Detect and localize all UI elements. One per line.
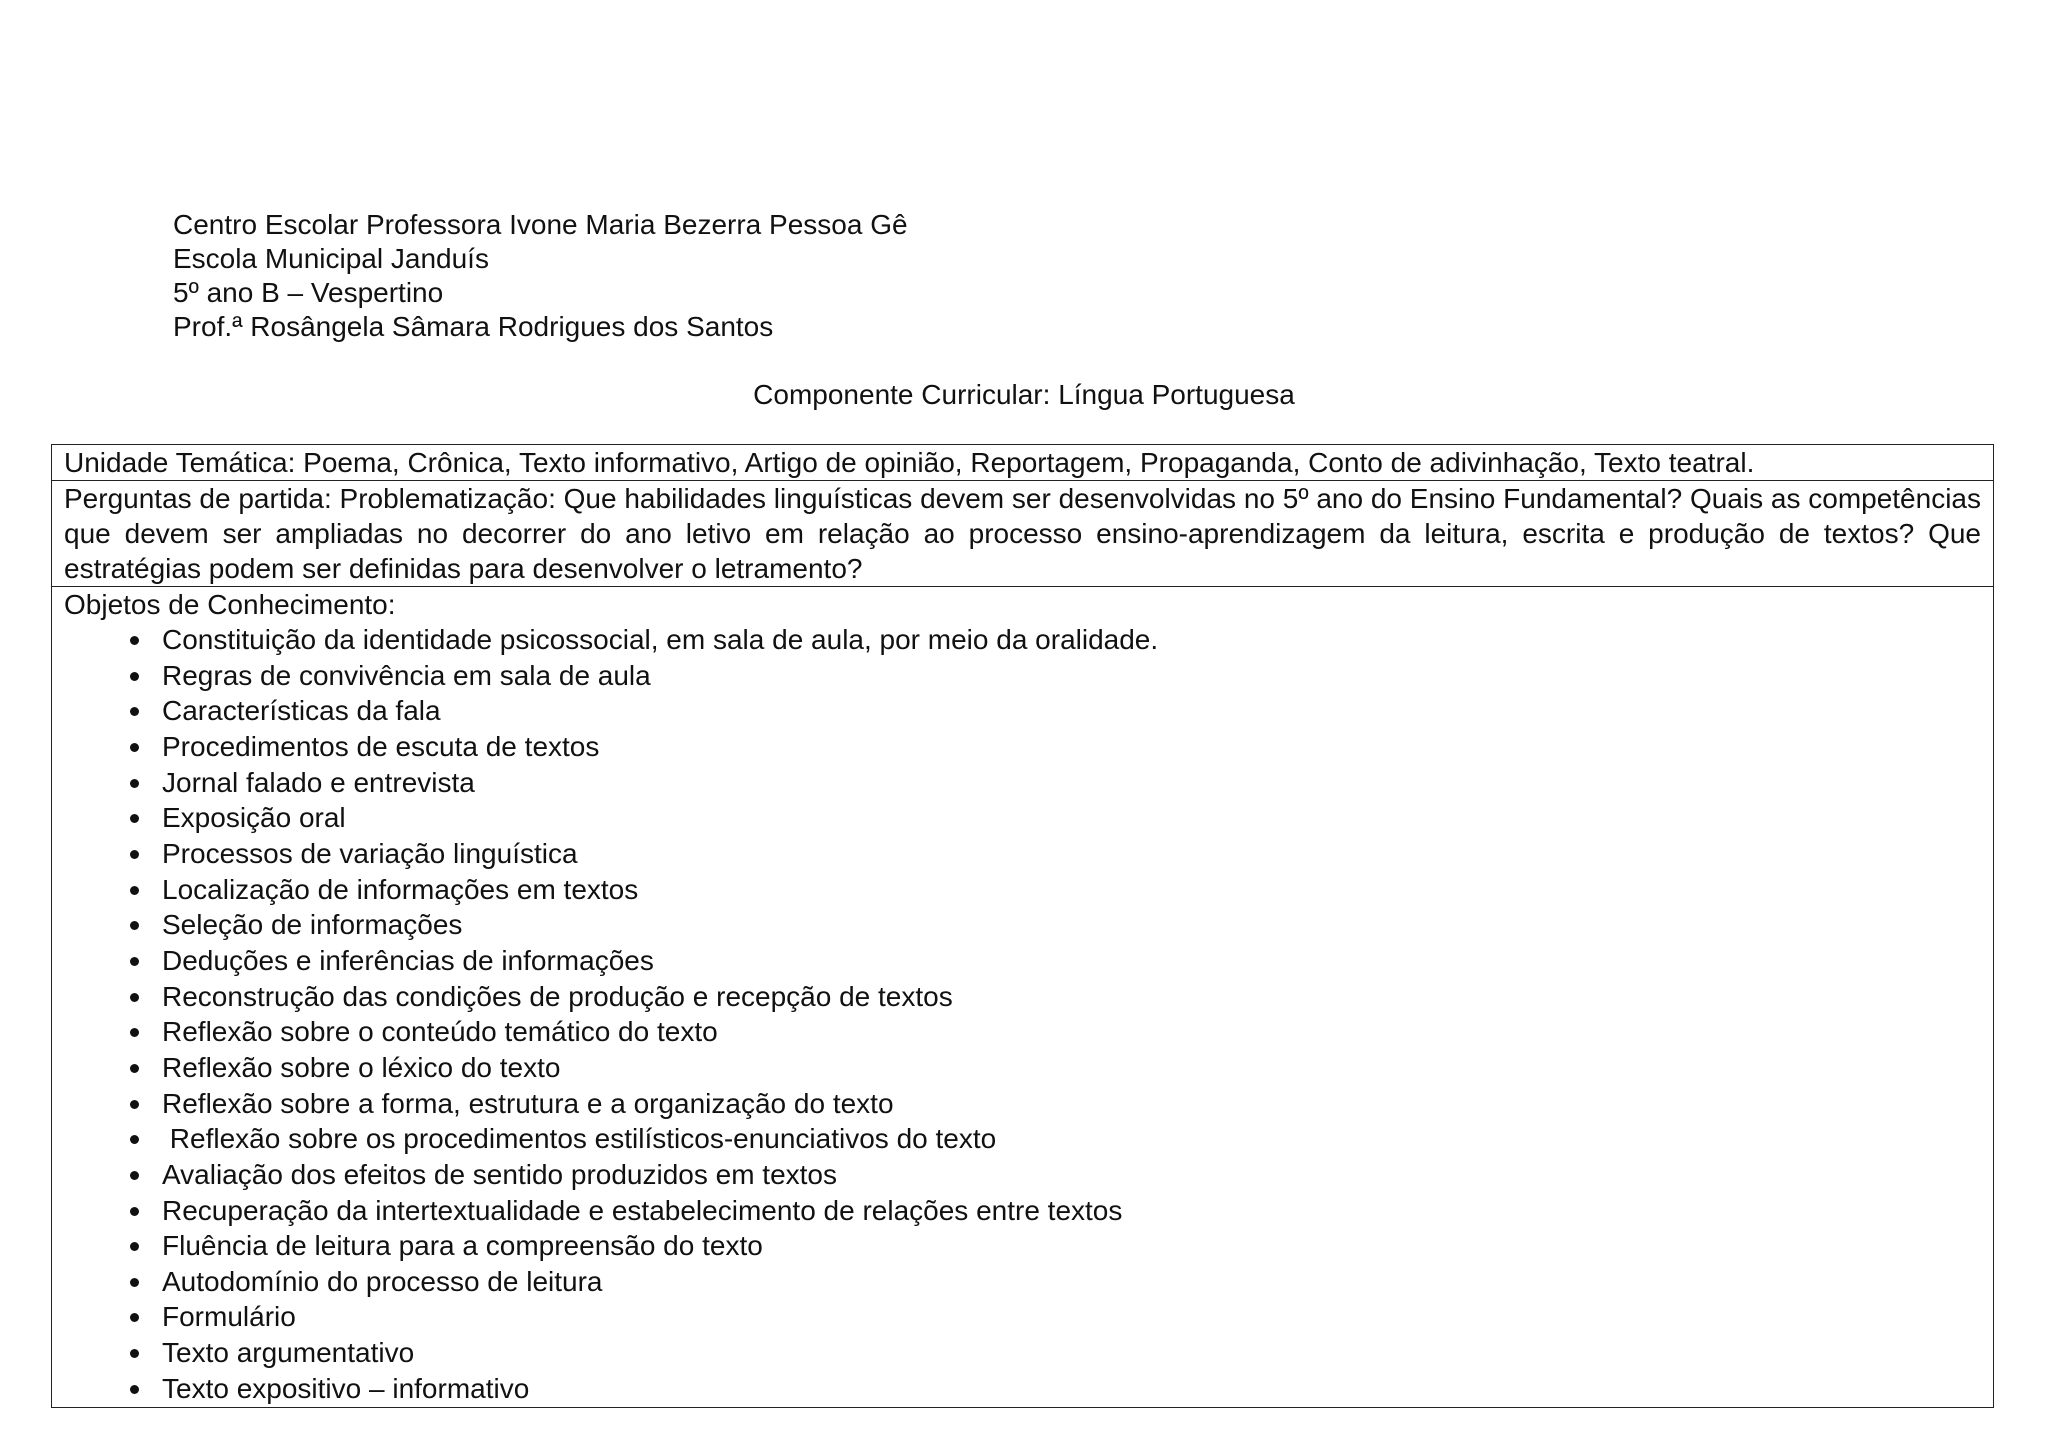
list-item (64, 1299, 1981, 1335)
list-item-label: Reflexão sobre o conteúdo temático do texto (162, 1016, 718, 1048)
bullet-icon (130, 921, 139, 930)
list-item (64, 1264, 1981, 1300)
school-municipal-name: Escola Municipal Janduís (173, 243, 489, 274)
bullet-icon (130, 1171, 139, 1180)
list-item-label: Características da fala (162, 695, 441, 727)
list-item (64, 1050, 1981, 1086)
list-item-label: Exposição oral (162, 802, 346, 834)
list-item (64, 800, 1981, 836)
list-item (64, 872, 1981, 908)
bullet-icon (130, 1385, 139, 1394)
class-info: 5º ano B – Vespertino (173, 277, 444, 308)
bullet-icon (130, 636, 139, 645)
list-item-label: Localização de informações em textos (162, 873, 639, 905)
list-item-label: Regras de convivência em sala de aula (162, 659, 651, 691)
bullet-icon (130, 1278, 139, 1287)
bullet-icon (130, 672, 139, 681)
bullet-icon (130, 1064, 139, 1073)
list-item-label: Reflexão sobre a forma, estrutura e a organização do texto (162, 1087, 894, 1119)
list-item (64, 1228, 1981, 1264)
bullet-icon (130, 850, 139, 859)
list-item-label: Reflexão sobre o léxico do texto (162, 1051, 561, 1083)
bullet-icon (130, 886, 139, 895)
list-item-label: Recuperação da intertextualidade e estabelecimento de relações entre textos (162, 1194, 1123, 1226)
list-item (64, 979, 1981, 1015)
teacher-name: Prof.ª Rosângela Sâmara Rodrigues dos Santos (173, 311, 774, 342)
bullet-icon (130, 1207, 139, 1216)
list-item (64, 943, 1981, 979)
list-item (64, 658, 1981, 694)
objetos-list (64, 622, 1981, 1407)
list-item-label: Texto expositivo – informativo (162, 1372, 530, 1404)
list-item-label: Reconstrução das condições de produção e recepção de textos (162, 980, 953, 1012)
bullet-icon (130, 1100, 139, 1109)
bullet-icon (130, 1135, 139, 1144)
school-name: Centro Escolar Professora Ivone Maria Bezerra Pessoa Gê (173, 209, 908, 240)
list-item (64, 1371, 1981, 1407)
bullet-icon (130, 1242, 139, 1251)
list-item (64, 765, 1981, 801)
objetos-cell (52, 587, 1994, 1408)
objetos-label: Objetos de Conhecimento: (64, 589, 396, 620)
list-item-label: Texto argumentativo (162, 1337, 415, 1369)
list-item (64, 1193, 1981, 1229)
list-item (64, 729, 1981, 765)
list-item-label: Formulário (162, 1301, 296, 1333)
list-item (64, 836, 1981, 872)
component-title: Componente Curricular: Língua Portuguesa (753, 379, 1295, 410)
list-item-label: Constituição da identidade psicossocial, em sala de aula, por meio da oralidade. (162, 624, 1159, 655)
list-item (64, 1086, 1981, 1122)
bullet-icon (130, 1028, 139, 1037)
bullet-icon (130, 814, 139, 823)
bullet-icon (130, 1349, 139, 1358)
list-item-label: Seleção de informações (162, 909, 463, 941)
list-item-label: Avaliação dos efeitos de sentido produzidos em textos (162, 1158, 838, 1190)
list-item (64, 622, 1981, 658)
list-item-label: Procedimentos de escuta de textos (162, 730, 600, 762)
list-item (64, 693, 1981, 729)
bullet-icon (130, 743, 139, 752)
bullet-icon (130, 957, 139, 966)
bullet-icon (130, 779, 139, 788)
unidade-cell: Unidade Temática: Poema, Crônica, Texto informativo, Artigo de opinião, Reportagem, Propaganda, Conto de adivinhação, Texto teatral. (52, 445, 1994, 481)
bullet-icon (130, 993, 139, 1002)
list-item-label: Autodomínio do processo de leitura (162, 1265, 603, 1297)
unidade-row (52, 445, 1994, 481)
objetos-row (52, 587, 1994, 1408)
bullet-icon (130, 1313, 139, 1322)
curriculum-table (51, 444, 1994, 1408)
list-item (64, 907, 1981, 943)
bullet-icon (130, 707, 139, 716)
list-item (64, 1121, 1981, 1157)
list-item-label: Reflexão sobre os procedimentos estilísticos-enunciativos do texto (162, 1123, 997, 1155)
list-item (64, 1157, 1981, 1193)
list-item-label: Jornal falado e entrevista (162, 766, 475, 798)
list-item-label: Processos de variação linguística (162, 837, 578, 869)
list-item (64, 1014, 1981, 1050)
list-item-label: Deduções e inferências de informações (162, 944, 654, 976)
perguntas-cell: Perguntas de partida: Problematização: Que habilidades linguísticas devem ser desenvolvidas no 5º ano do Ensino Fundamental? Quais as competências que devem ser ampliadas no decorrer do ano letivo em relação ao processo ensino-aprendizagem da leitura, escrita e produção de textos? Que estratégias podem ser definidas para desenvolver o letramento? (52, 481, 1994, 587)
list-item-label: Fluência de leitura para a compreensão do texto (162, 1230, 763, 1262)
school-header (173, 208, 908, 344)
list-item (64, 1335, 1981, 1371)
perguntas-row (52, 481, 1994, 587)
